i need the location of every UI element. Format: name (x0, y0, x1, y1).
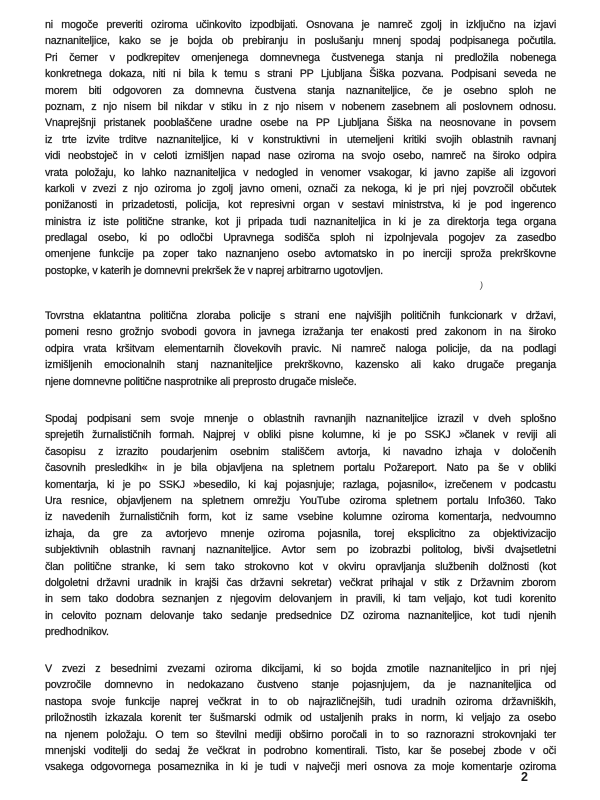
text-line: odpira vrata kršitvam elementarnih človekovih pravic. Ni namreč naloga policije, da na podlagi (45, 342, 556, 355)
text-line: sprejetih žurnalističnih formah. Najprej v obliki pisne kolumne, ki je po SSKJ »članek v reviji ali (45, 429, 556, 442)
paragraph-2 (45, 308, 556, 390)
text-line: Spodaj podpisani sem svoje mnenje o oblastnih ravnanjih naznaniteljice izrazil v dveh splošno (45, 413, 556, 425)
text-line: predlagal osebo, ki po odločbi Upravnega sodišča sploh ni izpolnjevala pogojev za zasedbo (45, 232, 556, 245)
text-line: V zvezi z besednimi zvezami oziroma dikcijami, ki so bojda zmotile naznaniteljico in pri njej (45, 663, 556, 675)
text-line: poznam, z njo nisem bil nikdar v stiku in z njo nisem v nobenem zasebnem ali poslovnem odnosu. (45, 100, 556, 113)
text-line: Vnaprejšnji pristanek pooblaščene uradne osebe na PP Ljubljana Šiška na neosnovane in povsem (45, 117, 556, 130)
text-line: vsakega odgovornega posameznika in ki je tudi v največji meri osnova za moje komentarje oziroma (45, 761, 556, 774)
text-line: njene domnevne politične nasprotnike ali preprosto drugače misleče. (45, 375, 357, 388)
text-line: ni mogoče preveriti oziroma učinkovito izpodbijati. Osnovana je namreč zgolj in izključno na izjavi (45, 19, 556, 31)
text-line: izmišljenih emocionalnih stanj naznaniteljice prekrškovno, kazensko ali kako drugače preganja (45, 359, 556, 372)
text-line: ministra iz iste politične stranke, kot ji pripada tudi naznaniteljica in ki je za direktorja tega organa (45, 215, 556, 228)
text-line: pomeni resno grožnjo svobodi govora in javnega izražanja ter enakosti pred zakonom in na široko (45, 326, 556, 339)
text-line: omenjene funkcije pa zoper tako naznanjeno osebo avtomatsko in po inerciji sproža prekrškovne (45, 248, 556, 261)
text-line: iz navedenih žurnalističnih form, kot iz same vsebine kolumne oziroma komentarja, nedvoumno (45, 511, 556, 524)
text-line: nastopa svoje funkcije naprej večkrat in to ob najrazličnejših, tudi uradnih oziroma državniških, (45, 695, 556, 708)
paragraph-4 (45, 661, 556, 776)
text-line: predhodnikov. (45, 626, 109, 639)
text-line: Pri čemer v podkrepitev omenjenega domnevnega čustvenega stanja ni predložila nobenega (45, 51, 556, 64)
text-line: izhaja, da gre za avtorjevo mnenje oziroma pojasnila, torej eksplicitno za objektivizacijo (45, 527, 556, 540)
text-line: na njenem položaju. O tem so številni mediji obširno poročali in to so raznorazni strokovnjaki ter (45, 728, 556, 741)
text-line: povzročile domnevno in nedokazano čustveno stanje pojasnjujem, da je naznaniteljica od (45, 679, 556, 692)
text-line: mnenjski voditelji do sedaj že večkrat in podrobno komentirali. Tisto, kar še posebej zbode v oči (45, 744, 556, 757)
text-line: postopke, v katerih je domnevni prekršek že v naprej arbitrarno ugotovljen. (45, 264, 383, 277)
page-number: 2 (521, 770, 528, 784)
scan-artifact: ) (479, 279, 484, 291)
text-line: iz trte izvite trditve naznaniteljice, ki v konstruktivni in utemeljeni kritiki svojih oblastnih ravnanj (45, 133, 556, 146)
text-line: Tovrstna eklatantna politična zloraba policije s strani ene najvišjih političnih funkcionark v državi, (45, 310, 556, 322)
text-line: morem biti odgovoren za domnevna čustvena stanja naznaniteljice, če je osebno sploh ne (45, 84, 556, 97)
text-line: časovnih presledkih« in je bila objavljena na spletnem portalu Požareport. Nato pa še v obliki (45, 462, 556, 475)
text-line: komentarja, ki je po SSKJ »besedilo, ki kaj pojasnjuje; razlaga, pojasnilo«, izrečenem v podcastu (45, 478, 556, 491)
text-line: naznaniteljice, kako se je bojda ob prebiranju in poslušanju mnenj spodaj podpisanega počutila. (45, 35, 556, 48)
text-line: konkretnega dokaza, niti ni bila k temu s strani PP Ljubljana Šiška pozvana. Podpisani seveda ne (45, 68, 556, 81)
paragraph-3 (45, 411, 556, 640)
text-line: Ura resnice, objavljenem na spletnem omrežju YouTube oziroma spletnem portalu Info360. Tako (45, 494, 556, 507)
text-line: karkoli v zvezi z njo oziroma jo zgolj javno omeni, označi za nekoga, ki je pri njej povzročil občutek (45, 182, 556, 195)
text-line: in sem tako dodobra seznanjen z njegovim delovanjem in pravili, ki tam veljajo, kot tudi korenito (45, 593, 556, 606)
text-line: ponižanosti in prizadetosti, policija, kot represivni organ v sestavi ministrstva, ki je pod ingerenco (45, 199, 556, 212)
text-line: vidi neobstoječ in v celoti izmišljen napad nase oziroma na svojo osebo, namreč na široko odpira (45, 150, 556, 163)
text-line: član politične stranke, ki sem tako strokovno kot v okviru opravljanja službenih dolžnosti (kot (45, 560, 556, 573)
paragraph-1 (45, 17, 556, 279)
text-line: subjektivnih oblastnih ravnanj naznaniteljice. Avtor sem po izobrazbi politolog, bivši dvajsetletni (45, 544, 556, 557)
text-line: dolgoletni državni uradnik in krajši čas državni sekretar) večkrat prihajal v stik z Državnim zborom (45, 576, 556, 589)
text-line: priložnostih izkazala korenit ter šušmarski odmik od ustaljenih praks in norm, ki veljajo za osebo (45, 712, 556, 725)
text-line: vrata položaju, ko lahko naznaniteljica v nedogled in venomer vsakogar, ki javno zapiše ali izgovori (45, 166, 556, 179)
text-line: časopisu z izrazito poudarjenim osebnim stališčem avtorja, ki navadno izhaja v določenih (45, 445, 556, 458)
text-line: in celovito poznam delovanje tako sedanje predsednice DZ oziroma naznaniteljice, kot tudi njenih (45, 609, 556, 622)
